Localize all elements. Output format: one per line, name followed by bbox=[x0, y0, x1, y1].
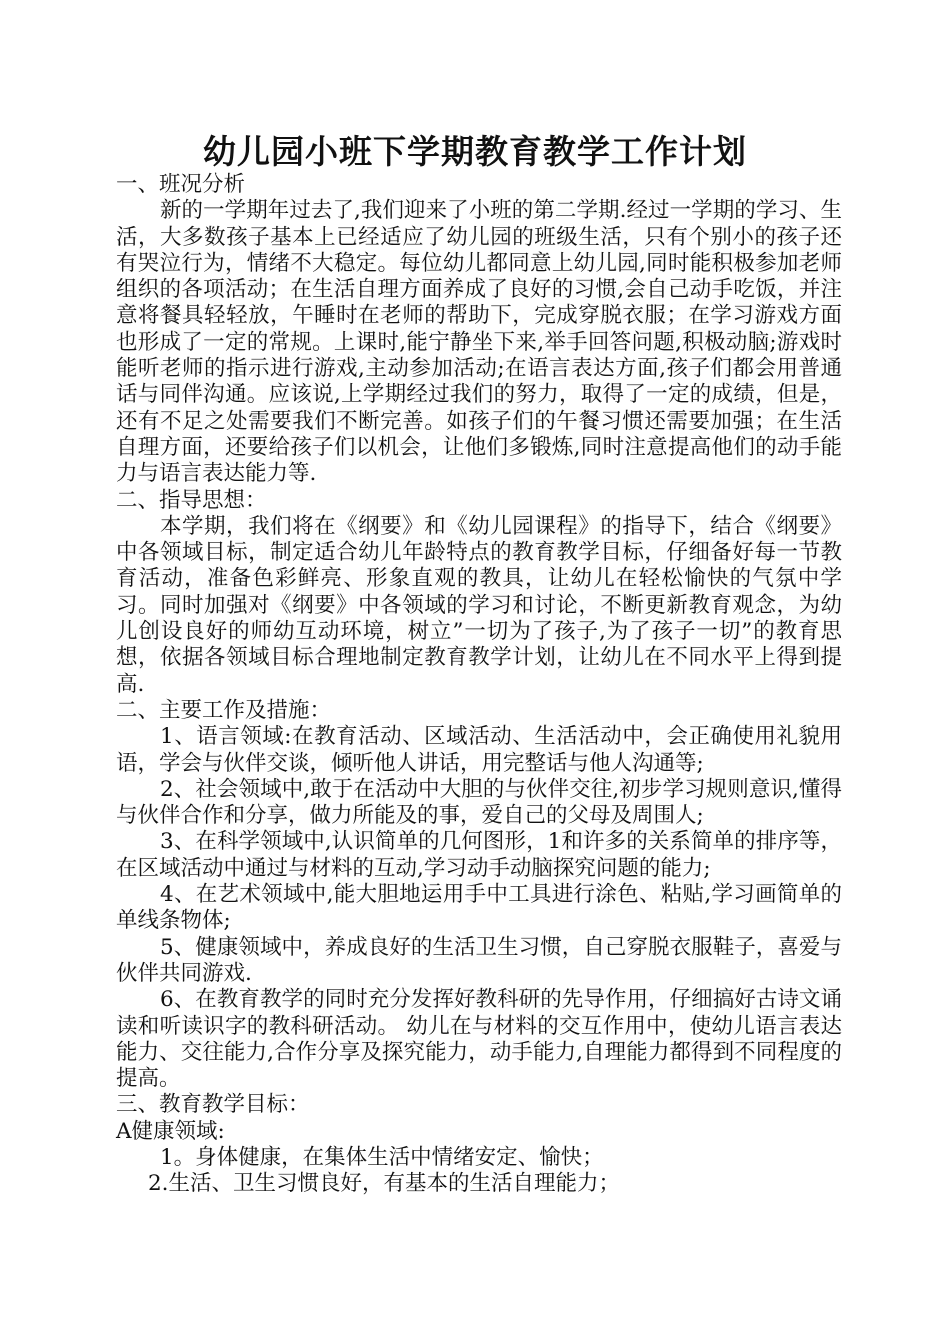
goal-item-1: 1。身体健康，在集体生活中情绪安定、愉快； bbox=[160, 1144, 604, 1170]
list-item-social: 2、社会领域中,敢于在活动中大胆的与伙伴交往,初步学习规则意识,懂得与伙伴合作和分享，做力所能及的事，爱自己的父母及周围人; bbox=[116, 776, 842, 829]
document-title: 幼儿园小班下学期教育教学工作计划 bbox=[203, 132, 747, 171]
list-item-health: 5、健康领域中，养成良好的生活卫生习惯，自己穿脱衣服鞋子，喜爱与伙伴共同游戏. bbox=[116, 934, 842, 986]
list-item-art: 4、在艺术领域中,能大胆地运用手中工具进行涂色、粘贴,学习画简单的单线条物体; bbox=[116, 882, 842, 934]
list-item-science: 3、在科学领域中,认识简单的几何图形，1和许多的关系简单的排序等，在区域活动中通过与材料的互动,学习动手动脑探究问题的能力; bbox=[116, 829, 842, 881]
subheading-health-domain: A健康领域: bbox=[116, 1118, 225, 1144]
list-item-research: 6、在教育教学的同时充分发挥好教科研的先导作用，仔细搞好古诗文诵读和听读识字的教科研活动。 幼儿在与材料的交互作用中，使幼儿语言表达能力、交往能力,合作分享及探究能力，动手能力,自理能力都得到不同程度的提高。 bbox=[116, 987, 842, 1092]
section-heading-guiding-ideas: 二、指导思想： bbox=[116, 487, 267, 513]
goal-item-2: 2.生活、卫生习惯良好，有基本的生活自理能力； bbox=[148, 1171, 621, 1197]
document-body bbox=[116, 172, 842, 1198]
section-heading-main-work: 二、主要工作及措施： bbox=[116, 697, 332, 723]
paragraph-class-analysis: 新的一学期年过去了,我们迎来了小班的第二学期.经过一学期的学习、生活，大多数孩子基本上已经适应了幼儿园的班级生活，只有个别小的孩子还有哭泣行为，情绪不大稳定。每位幼儿都同意上幼儿园,同时能积极参加老师组织的各项活动；在生活自理方面养成了良好的习惯,会自己动手吃饭，并注意将餐具轻轻放，午睡时在老师的帮助下，完成穿脱衣服；在学习游戏方面也形成了一定的常规。上课时,能宁静坐下来,举手回答问题,积极动脑;游戏时能听老师的指示进行游戏,主动参加活动;在语言表达方面,孩子们都会用普通话与同伴沟通。应该说,上学期经过我们的努力，取得了一定的成绩，但是，还有不足之处需要我们不断完善。如孩子们的午餐习惯还需要加强；在生活自理方面，还要给孩子们以机会，让他们多锻炼,同时注意提高他们的动手能力与语言表达能力等. bbox=[116, 198, 842, 487]
section-heading-class-analysis: 一、班况分析 bbox=[116, 172, 246, 197]
section-heading-teaching-goals: 三、教育教学目标： bbox=[116, 1092, 310, 1118]
list-item-language: 1、语言领域:在教育活动、区域活动、生活活动中，会正确使用礼貌用语，学会与伙伴交谈，倾听他人讲话，用完整话与他人沟通等; bbox=[116, 724, 842, 776]
paragraph-guiding-ideas: 本学期，我们将在《纲要》和《幼儿园课程》的指导下，结合《纲要》中各领域目标，制定适合幼儿年龄特点的教育教学目标，仔细备好每一节教育活动，准备色彩鲜亮、形象直观的教具，让幼儿在轻松愉快的气氛中学习。同时加强对《纲要》中各领域的学习和讨论，不断更新教育观念，为幼儿创设良好的师幼互动环境，树立”一切为了孩子,为了孩子一切”的教育思想，依据各领域目标合理地制定教育教学计划，让幼儿在不同水平上得到提高. bbox=[116, 513, 842, 697]
